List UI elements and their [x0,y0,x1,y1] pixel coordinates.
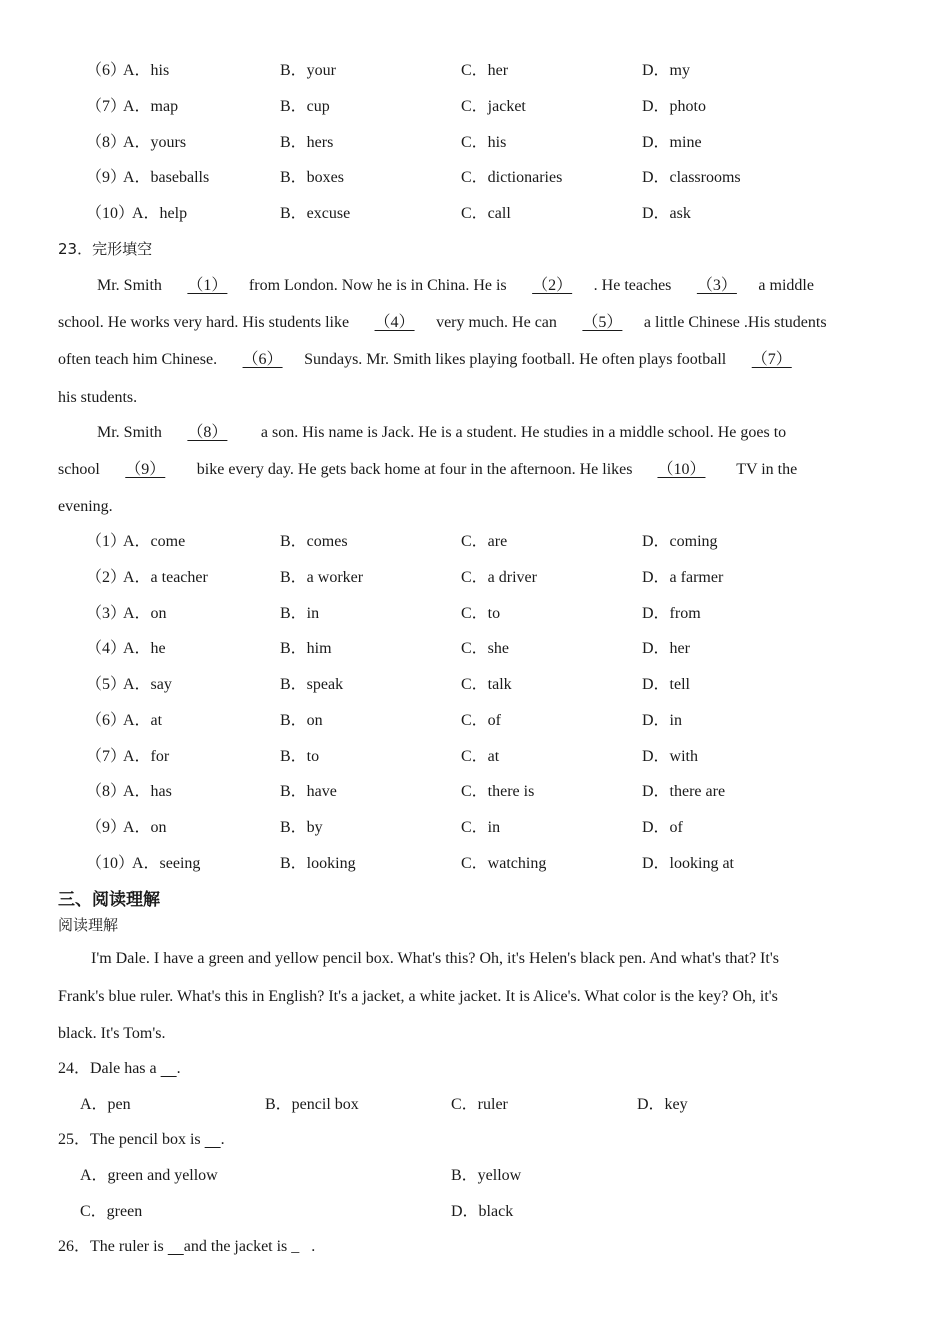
passage-line-3: black. It's Tom's. [58,1025,166,1042]
option-b: B．to [280,748,320,765]
text: Sundays. Mr. Smith likes playing football. He often plays football [304,351,731,368]
option-number: （6） [86,62,127,79]
option-a: A．yours [123,134,187,151]
q24-option-c[interactable]: C．ruler [451,1096,508,1113]
option-c: C．her [461,62,509,79]
text: TV in the [732,461,798,478]
option-number: （4） [86,640,127,657]
question-23-title: 23．完形填空 [58,240,153,258]
option-b: B．on [280,712,323,729]
option-d: D．in [642,712,683,729]
option-d: D．a farmer [642,569,724,586]
option-a: A．on [123,605,167,622]
cloze-paragraph-1-line-3 [58,350,898,370]
option-number: （7） [86,748,127,765]
cloze-paragraph-1-line-1 [58,276,898,296]
q25-option-d[interactable]: D．black [451,1203,514,1220]
text: and the jacket is [183,1238,292,1255]
option-a: A．on [123,819,167,836]
option-c: C．his [461,134,507,151]
option-d: D．her [642,640,690,657]
option-c: C．talk [461,676,512,693]
option-c: C．to [461,605,501,622]
blank-5[interactable]: （5） [582,314,623,331]
option-d: D．photo [642,98,707,115]
option-b: B．cup [280,98,330,115]
option-number: （8） [86,134,127,151]
text: . He teaches [593,277,676,294]
answer-blank[interactable] [161,1059,177,1079]
q24-option-d[interactable]: D．key [637,1096,688,1113]
blank-1[interactable]: （1） [187,277,228,294]
blank-9[interactable]: （9） [125,461,166,478]
text: Mr. Smith [97,424,166,441]
option-number: （9） [86,169,127,186]
section-heading: 三、阅读理解 [58,890,160,910]
text: bike every day. He gets back home at four in the afternoon. He likes [192,461,637,478]
option-d: D．coming [642,533,718,550]
text: a little Chinese .His students [643,314,827,331]
option-number: （1） [86,533,127,550]
option-a: A．help [132,205,188,222]
answer-blank-2[interactable]: _ [291,1238,308,1255]
text: a son. His name is Jack. He is a student. He studies in a middle school. He goes to [256,424,787,441]
option-c: C．she [461,640,510,657]
option-b: B．comes [280,533,348,550]
option-c: C．are [461,533,508,550]
q24-option-a[interactable]: A．pen [80,1096,131,1113]
option-d: D．my [642,62,691,79]
blank-7[interactable]: （7） [751,351,792,368]
option-a: A．seeing [132,855,201,872]
question-24 [58,1059,898,1079]
section-subtitle: 阅读理解 [58,916,119,934]
option-b: B．him [280,640,332,657]
option-c: C．jacket [461,98,526,115]
text: . [220,1131,225,1148]
cloze-paragraph-1-line-2 [58,313,898,333]
text: often teach him Chinese. [58,351,222,368]
text: a middle [758,277,814,294]
option-b: B．a worker [280,569,364,586]
option-c: C．at [461,748,500,765]
text: very much. He can [436,314,561,331]
blank-4[interactable]: （4） [374,314,415,331]
question-25 [58,1130,898,1150]
option-number: （8） [86,783,127,800]
option-number: （9） [86,819,127,836]
text: I'm Dale. I have a green and yellow pencil box. What's this? Oh, it's Helen's black pen. And what's that? It's [91,950,779,967]
text: school. He works very hard. His students like [58,314,354,331]
option-b: B．by [280,819,323,836]
option-a: A．his [123,62,170,79]
cloze-paragraph-1-line-4: his students. [58,389,138,406]
option-d: D．looking at [642,855,734,872]
passage-line-2: Frank's blue ruler. What's this in English? It's a jacket, a white jacket. It is Alice's. What color is the key? Oh, it's [58,988,778,1005]
option-number: （7） [86,98,127,115]
q25-option-c[interactable]: C．green [80,1203,143,1220]
option-number: （5） [86,676,127,693]
option-c: C．there is [461,783,535,800]
option-a: A．baseballs [123,169,210,186]
option-b: B．hers [280,134,334,151]
answer-blank-1[interactable] [168,1237,184,1257]
option-d: D．from [642,605,701,622]
option-b: B．boxes [280,169,345,186]
text: . [176,1060,181,1077]
option-c: C．call [461,205,511,222]
blank-6[interactable]: （6） [242,351,283,368]
option-b: B．have [280,783,337,800]
option-number: （6） [86,712,127,729]
option-a: A．he [123,640,166,657]
blank-3[interactable]: （3） [696,277,737,294]
option-c: C．of [461,712,502,729]
blank-8[interactable]: （8） [187,424,228,441]
answer-blank[interactable] [205,1130,221,1150]
option-d: D．ask [642,205,691,222]
option-d: D．tell [642,676,690,693]
text: school [58,461,104,478]
passage-line-1 [58,949,898,969]
option-c: C．dictionaries [461,169,563,186]
option-b: B．in [280,605,320,622]
option-c: C．watching [461,855,547,872]
option-b: B．your [280,62,337,79]
option-number: （10） [86,855,135,872]
option-number: （3） [86,605,127,622]
cloze-paragraph-2-line-1 [58,423,898,443]
option-b: B．speak [280,676,344,693]
text: . [307,1238,316,1255]
option-a: A．say [123,676,172,693]
option-a: A．come [123,533,186,550]
option-a: A．has [123,783,172,800]
question-26 [58,1237,898,1257]
option-d: D．classrooms [642,169,741,186]
text: from London. Now he is in China. He is [248,277,511,294]
option-number: （2） [86,569,127,586]
option-a: A．for [123,748,170,765]
option-a: A．at [123,712,163,729]
question-stem: 24．Dale has a [58,1060,161,1077]
option-d: D．there are [642,783,726,800]
option-b: B．excuse [280,205,351,222]
q24-option-b[interactable]: B．pencil box [265,1096,359,1113]
option-c: C．in [461,819,501,836]
text: Mr. Smith [97,277,166,294]
option-a: A．a teacher [123,569,208,586]
option-b: B．looking [280,855,356,872]
question-stem: 26．The ruler is [58,1238,168,1255]
cloze-paragraph-2-line-2 [58,460,898,480]
q25-option-a[interactable]: A．green and yellow [80,1167,218,1184]
blank-2[interactable]: （2） [532,277,573,294]
q25-option-b[interactable]: B．yellow [451,1167,522,1184]
option-c: C．a driver [461,569,537,586]
option-number: （10） [86,205,135,222]
blank-10[interactable]: （10） [657,461,706,478]
question-stem: 25．The pencil box is [58,1131,205,1148]
option-d: D．of [642,819,683,836]
option-a: A．map [123,98,179,115]
cloze-paragraph-2-line-3: evening. [58,498,113,515]
option-d: D．with [642,748,699,765]
option-d: D．mine [642,134,702,151]
